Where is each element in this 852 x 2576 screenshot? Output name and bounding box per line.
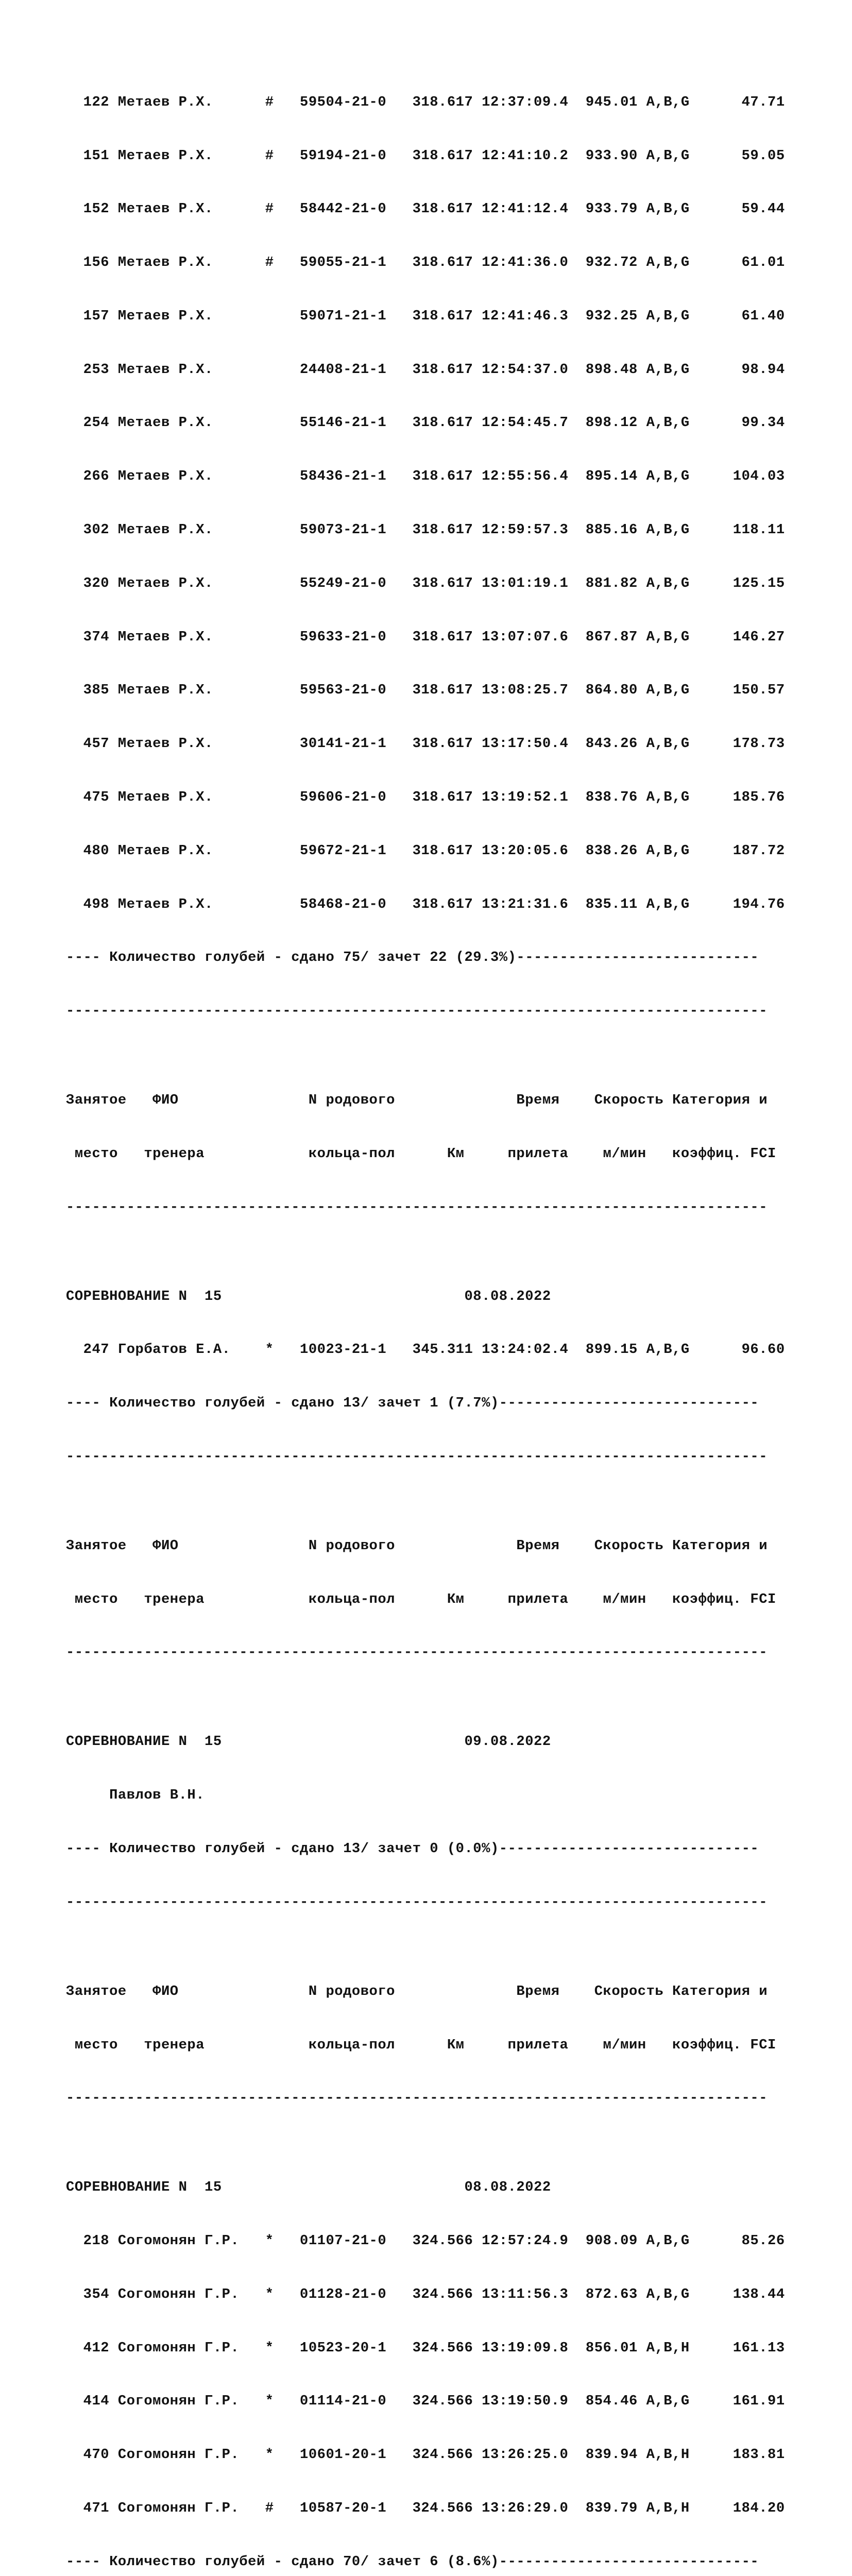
separator: ---------------------------------------------------------------------------------	[66, 1003, 768, 1020]
result-row: 354 Согомонян Г.Р. * 01128-21-0 324.566 13:11:56.3 872.63 A,B,G 138.44	[66, 2286, 785, 2302]
column-header-line-1: Занятое ФИО N родового Время Скорость Категория и	[66, 1092, 768, 1109]
result-row: 157 Метаев Р.Х. 59071-21-1 318.617 12:41:46.3 932.25 A,B,G 61.40	[66, 308, 785, 324]
separator: ---------------------------------------------------------------------------------	[66, 1448, 768, 1465]
result-row: 475 Метаев Р.Х. 59606-21-0 318.617 13:19:52.1 838.76 A,B,G 185.76	[66, 789, 785, 805]
result-row: 266 Метаев Р.Х. 58436-21-1 318.617 12:55:56.4 895.14 A,B,G 104.03	[66, 468, 785, 485]
result-row: 218 Согомонян Г.Р. * 01107-21-0 324.566 12:57:24.9 908.09 A,B,G 85.26	[66, 2233, 785, 2249]
summary-line: ---- Количество голубей - сдано 13/ зачет 1 (7.7%)------------------------------	[66, 1395, 759, 1412]
results-document	[66, 40, 785, 2576]
result-row: 498 Метаев Р.Х. 58468-21-0 318.617 13:21:31.6 835.11 A,B,G 194.76	[66, 896, 785, 912]
column-header-line-2: место тренера кольца-пол Км прилета м/мин коэффиц. FCI	[66, 1591, 776, 1607]
result-row: 414 Согомонян Г.Р. * 01114-21-0 324.566 13:19:50.9 854.46 A,B,G 161.91	[66, 2393, 785, 2410]
result-row: 156 Метаев Р.Х. # 59055-21-1 318.617 12:41:36.0 932.72 A,B,G 61.01	[66, 255, 785, 271]
column-header-line-2: место тренера кольца-пол Км прилета м/мин коэффиц. FCI	[66, 2037, 776, 2053]
separator: ---------------------------------------------------------------------------------	[66, 1894, 768, 1910]
summary-line: ---- Количество голубей - сдано 75/ зачет 22 (29.3%)----------------------------	[66, 950, 759, 966]
result-row: 302 Метаев Р.Х. 59073-21-1 318.617 12:59:57.3 885.16 A,B,G 118.11	[66, 522, 785, 538]
result-row: 152 Метаев Р.Х. # 58442-21-0 318.617 12:41:12.4 933.79 A,B,G 59.44	[66, 201, 785, 217]
competition-title: СОРЕВНОВАНИЕ N 15 08.08.2022	[66, 1288, 551, 1304]
summary-line: ---- Количество голубей - сдано 70/ зачет 6 (8.6%)------------------------------	[66, 2553, 759, 2570]
result-row: 385 Метаев Р.Х. 59563-21-0 318.617 13:08:25.7 864.80 A,B,G 150.57	[66, 682, 785, 699]
result-row: 470 Согомонян Г.Р. * 10601-20-1 324.566 13:26:25.0 839.94 A,B,H 183.81	[66, 2447, 785, 2463]
column-header-line-1: Занятое ФИО N родового Время Скорость Категория и	[66, 1983, 768, 1999]
separator: ---------------------------------------------------------------------------------	[66, 1199, 768, 1215]
result-row: 320 Метаев Р.Х. 55249-21-0 318.617 13:01:19.1 881.82 A,B,G 125.15	[66, 575, 785, 591]
column-header-line-2: место тренера кольца-пол Км прилета м/мин коэффиц. FCI	[66, 1145, 776, 1162]
result-row: 374 Метаев Р.Х. 59633-21-0 318.617 13:07:07.6 867.87 A,B,G 146.27	[66, 629, 785, 645]
result-row: 254 Метаев Р.Х. 55146-21-1 318.617 12:54:45.7 898.12 A,B,G 99.34	[66, 415, 785, 431]
column-header-line-1: Занятое ФИО N родового Время Скорость Категория и	[66, 1537, 768, 1554]
result-row: 247 Горбатов Е.А. * 10023-21-1 345.311 13:24:02.4 899.15 A,B,G 96.60	[66, 1342, 785, 1358]
result-row: 471 Согомонян Г.Р. # 10587-20-1 324.566 13:26:29.0 839.79 A,B,H 184.20	[66, 2500, 785, 2516]
trainer-name-row: Павлов В.Н.	[66, 1787, 205, 1804]
result-row: 122 Метаев Р.Х. # 59504-21-0 318.617 12:37:09.4 945.01 A,B,G 47.71	[66, 94, 785, 110]
result-row: 253 Метаев Р.Х. 24408-21-1 318.617 12:54:37.0 898.48 A,B,G 98.94	[66, 361, 785, 378]
summary-line: ---- Количество голубей - сдано 13/ зачет 0 (0.0%)------------------------------	[66, 1840, 759, 1857]
separator: ---------------------------------------------------------------------------------	[66, 1645, 768, 1661]
separator: ---------------------------------------------------------------------------------	[66, 2090, 768, 2107]
result-row: 457 Метаев Р.Х. 30141-21-1 318.617 13:17:50.4 843.26 A,B,G 178.73	[66, 736, 785, 752]
result-row: 412 Согомонян Г.Р. * 10523-20-1 324.566 13:19:09.8 856.01 A,B,H 161.13	[66, 2340, 785, 2356]
competition-title: СОРЕВНОВАНИЕ N 15 09.08.2022	[66, 1734, 551, 1750]
result-row: 151 Метаев Р.Х. # 59194-21-0 318.617 12:41:10.2 933.90 A,B,G 59.05	[66, 147, 785, 164]
result-row: 480 Метаев Р.Х. 59672-21-1 318.617 13:20:05.6 838.26 A,B,G 187.72	[66, 842, 785, 859]
competition-title: СОРЕВНОВАНИЕ N 15 08.08.2022	[66, 2179, 551, 2196]
